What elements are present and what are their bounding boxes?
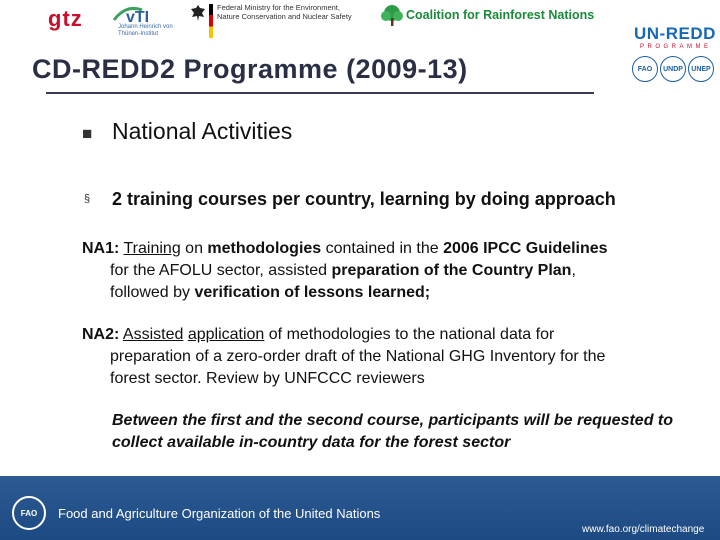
- vti-logo-text: vTI: [126, 9, 150, 24]
- section-bullet-icon: §: [84, 193, 91, 205]
- na1-text-3: for the AFOLU sector, assisted: [110, 262, 332, 279]
- na1-line-3: [82, 282, 696, 304]
- na2-assisted: Assisted: [122, 326, 184, 343]
- ministry-logo-text: Federal Ministry for the Environment, Nature Conservation and Nuclear Safety: [217, 3, 352, 21]
- fao-agency-emblem: FAO: [632, 56, 658, 82]
- na1-methodologies: methodologies: [207, 240, 322, 257]
- unredd-logo: UN-REDD: [634, 24, 716, 43]
- crn-logo-text: Coalition for Rainforest Nations: [406, 8, 595, 22]
- national-activities-heading: National Activities: [112, 118, 293, 144]
- german-flag-bar: [209, 4, 213, 38]
- na1-preparation: preparation of the Country Plan: [331, 262, 572, 279]
- unep-agency-emblem: UNEP: [688, 56, 714, 82]
- undp-agency-emblem: UNDP: [660, 56, 686, 82]
- vti-logo: [112, 2, 164, 24]
- na1-line-2: [82, 260, 696, 282]
- na2-paragraph: [82, 324, 696, 390]
- courses-note: Between the first and the second course, participants will be requested to collect available in-country data for the forest sector: [112, 412, 674, 451]
- na2-text-1: of methodologies to the national data for: [264, 326, 555, 343]
- slide-title: CD-REDD2 Programme (2009-13): [32, 54, 468, 84]
- na1-label: NA1:: [82, 240, 120, 257]
- fao-organization-name: Food and Agriculture Organization of the United Nations: [58, 506, 381, 521]
- tree-icon: [380, 4, 404, 26]
- square-bullet-icon: ■: [82, 124, 93, 143]
- na1-text-4: ,: [571, 262, 576, 279]
- na1-verification: verification of lessons learned;: [194, 284, 431, 301]
- fao-website-link[interactable]: www.fao.org/climatechange: [582, 524, 705, 535]
- na1-text-1: on: [180, 240, 208, 257]
- fao-emblem-icon: FAO: [12, 496, 46, 530]
- na2-application: application: [187, 326, 265, 343]
- eagle-icon: [190, 4, 206, 22]
- na2-label: NA2:: [82, 326, 120, 343]
- na1-text-2: contained in the: [321, 240, 444, 257]
- na1-text-5: followed by: [110, 284, 195, 301]
- na2-text-3: forest sector. Review by UNFCCC reviewers: [110, 370, 425, 387]
- na2-text-2: preparation of a zero-order draft of the National GHG Inventory for the: [110, 348, 606, 365]
- na1-paragraph: [82, 238, 696, 304]
- na1-ipcc: 2006 IPCC Guidelines: [443, 240, 608, 257]
- title-underline: [46, 92, 594, 94]
- unredd-programme-label: PROGRAMME: [640, 44, 712, 50]
- gtz-logo: gtz: [48, 6, 83, 31]
- vti-subtitle: Johann Heinrich von Thünen-Institut: [118, 24, 173, 37]
- training-courses-line: 2 training courses per country, learning by doing approach: [112, 189, 616, 209]
- na1-training: Training: [123, 240, 181, 257]
